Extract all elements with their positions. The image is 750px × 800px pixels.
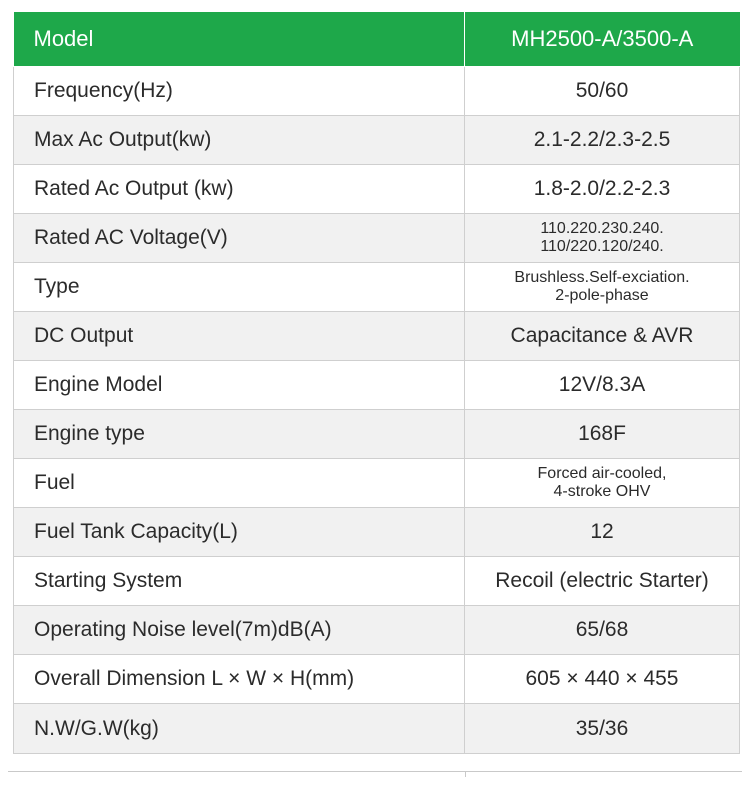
spec-value-line: Brushless.Self-exciation. [514, 269, 690, 286]
spec-value: 12V/8.3A [465, 361, 740, 410]
spec-value: 35/36 [465, 704, 740, 754]
footer-divider-tick [465, 771, 466, 777]
footer-divider [8, 771, 742, 772]
table-row [14, 557, 740, 606]
header-model-value: MH2500-A/3500-A [465, 12, 740, 67]
table-row [14, 459, 740, 508]
spec-table [13, 12, 740, 754]
spec-value-line: 4-stroke OHV [553, 483, 651, 500]
spec-value: 50/60 [465, 67, 740, 116]
table-row [14, 165, 740, 214]
table-row [14, 704, 740, 754]
spec-value-line: Forced air-cooled, [537, 465, 667, 482]
table-row [14, 214, 740, 263]
table-row [14, 116, 740, 165]
spec-value-line: 2-pole-phase [555, 287, 649, 304]
spec-label: Type [14, 263, 465, 312]
table-row [14, 410, 740, 459]
spec-label: N.W/G.W(kg) [14, 704, 465, 754]
spec-value: Capacitance & AVR [465, 312, 740, 361]
table-row [14, 67, 740, 116]
table-row [14, 361, 740, 410]
spec-label: Starting System [14, 557, 465, 606]
spec-value-line: 110.220.230.240. [540, 220, 664, 237]
table-row [14, 312, 740, 361]
spec-label: Max Ac Output(kw) [14, 116, 465, 165]
spec-label: Engine type [14, 410, 465, 459]
spec-label: Fuel Tank Capacity(L) [14, 508, 465, 557]
spec-value: 12 [465, 508, 740, 557]
spec-value: 168F [465, 410, 740, 459]
spec-value: 2.1-2.2/2.3-2.5 [465, 116, 740, 165]
spec-label: Overall Dimension L × W × H(mm) [14, 655, 465, 704]
table-row [14, 508, 740, 557]
spec-value: 65/68 [465, 606, 740, 655]
spec-label: Engine Model [14, 361, 465, 410]
spec-label: Rated Ac Output (kw) [14, 165, 465, 214]
spec-value [465, 263, 740, 312]
spec-value: 605 × 440 × 455 [465, 655, 740, 704]
spec-value: 1.8-2.0/2.2-2.3 [465, 165, 740, 214]
spec-value [465, 214, 740, 263]
spec-label: Fuel [14, 459, 465, 508]
table-row [14, 263, 740, 312]
spec-label: Frequency(Hz) [14, 67, 465, 116]
table-header-row [14, 12, 740, 67]
table-row [14, 655, 740, 704]
table-row [14, 606, 740, 655]
spec-label: DC Output [14, 312, 465, 361]
header-model-label: Model [14, 12, 465, 67]
spec-value [465, 459, 740, 508]
spec-label: Operating Noise level(7m)dB(A) [14, 606, 465, 655]
spec-value: Recoil (electric Starter) [465, 557, 740, 606]
spec-label: Rated AC Voltage(V) [14, 214, 465, 263]
spec-value-line: 110/220.120/240. [540, 238, 664, 255]
